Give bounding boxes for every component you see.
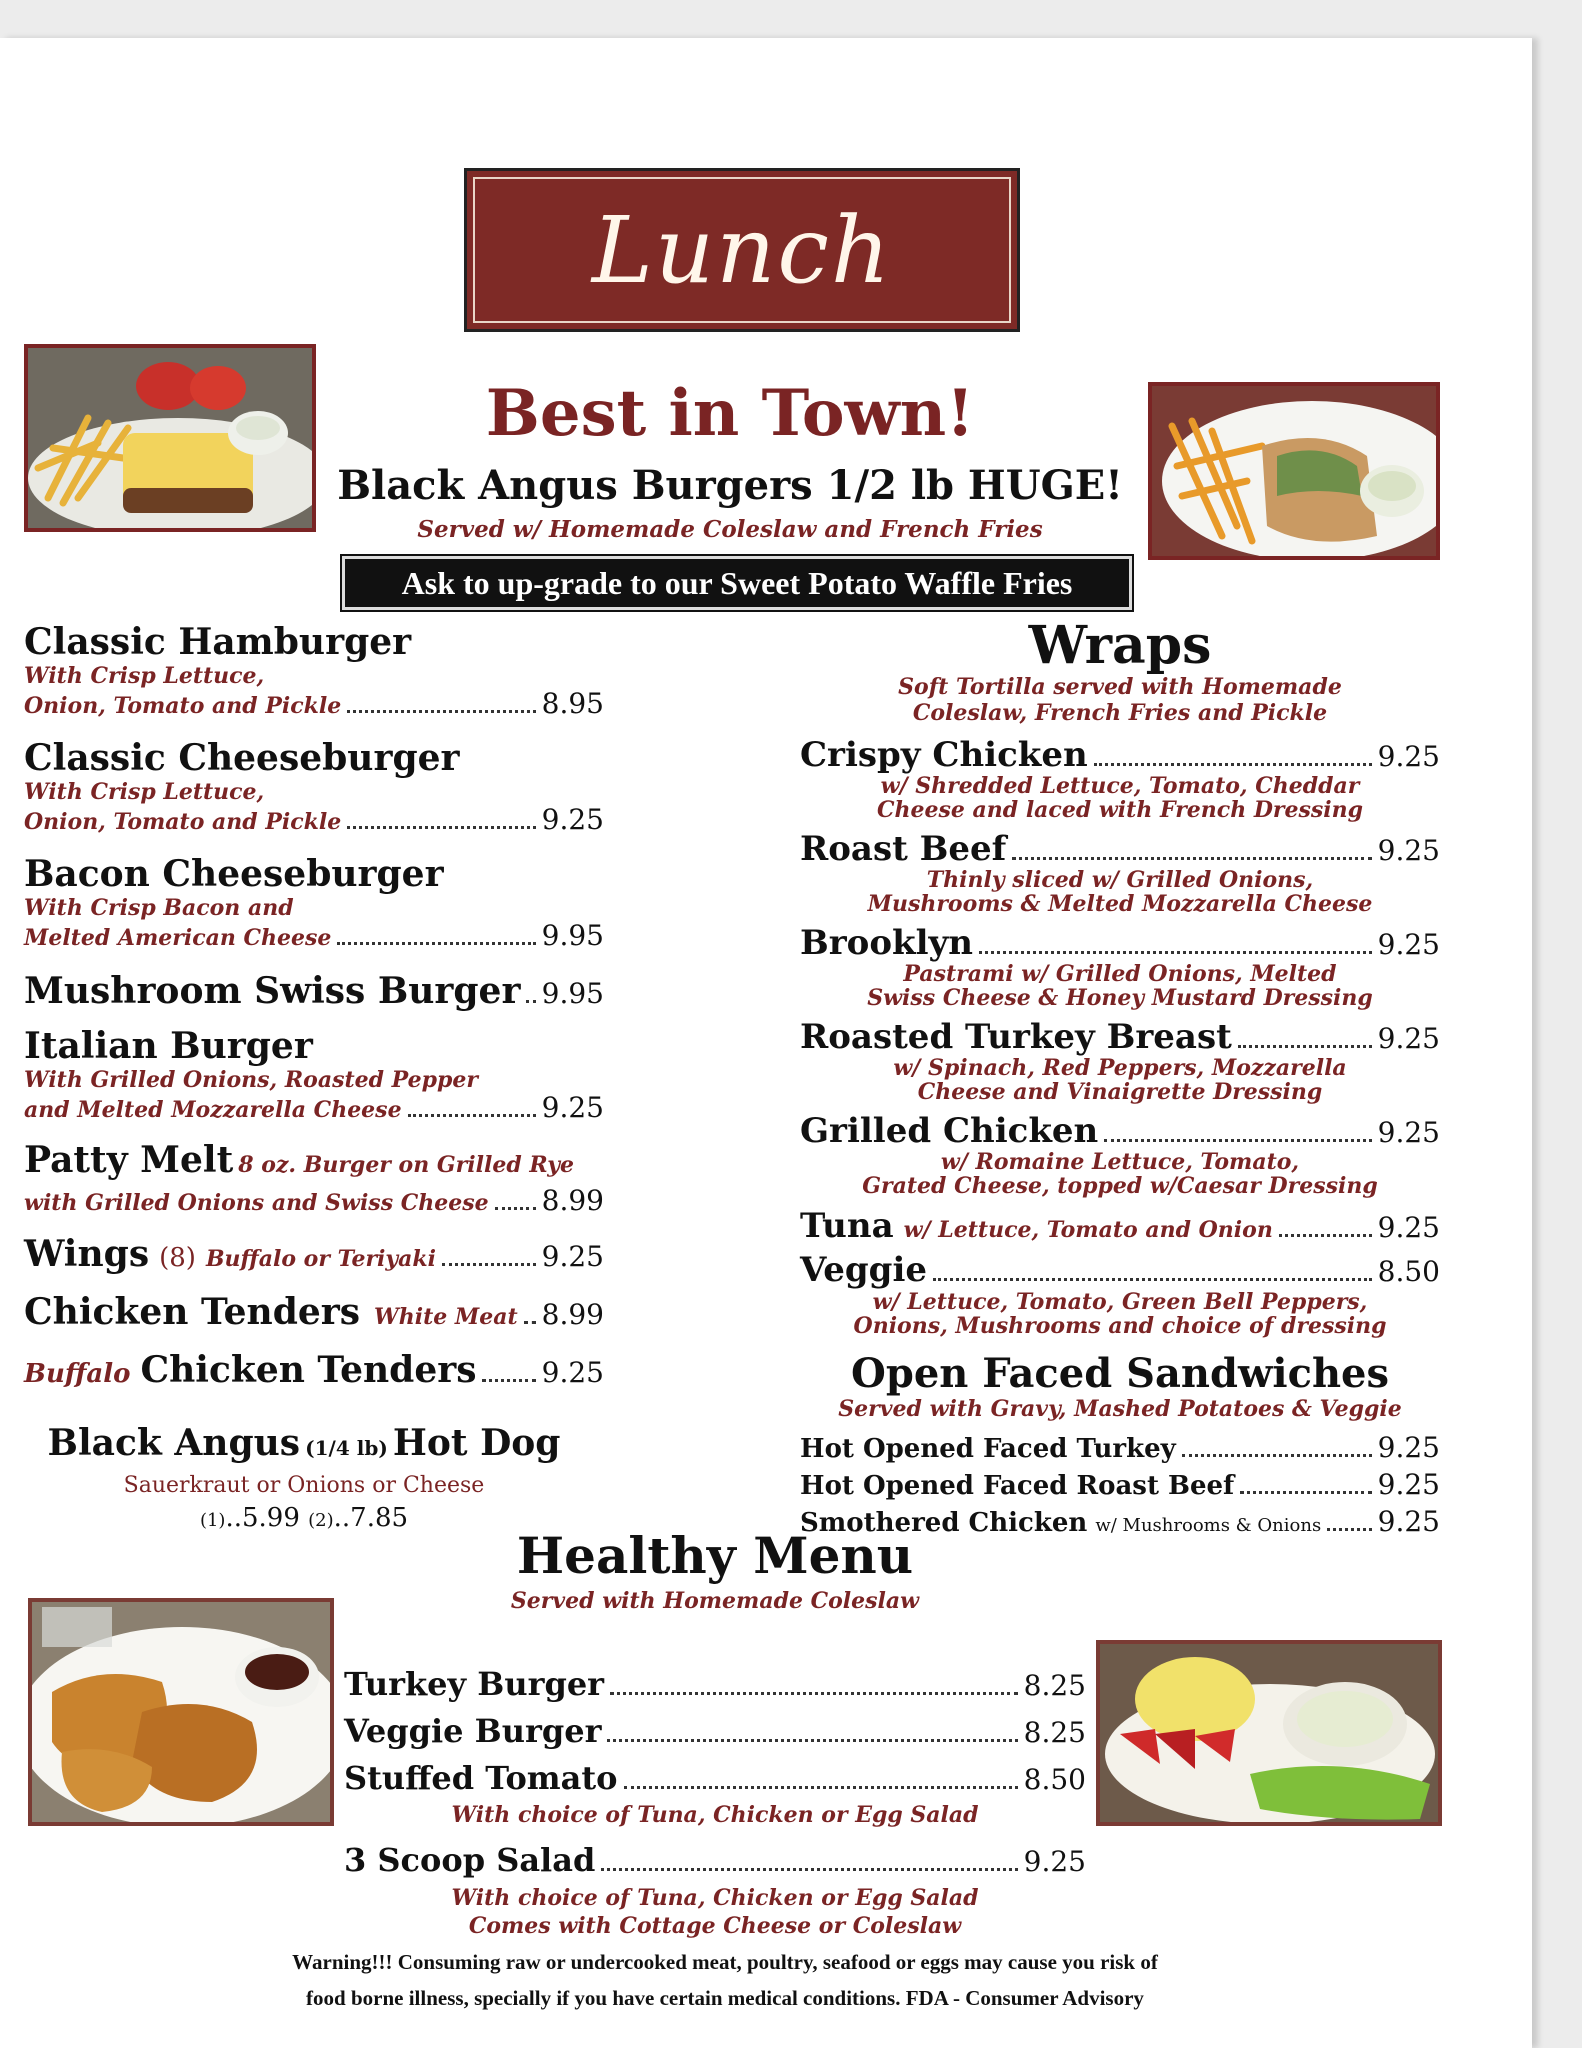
menu-item-bacon-cheeseburger	[24, 854, 604, 952]
menu-item-wings	[24, 1233, 604, 1275]
served-with-note: Served w/ Homemade Coleslaw and French Fries	[417, 516, 1043, 543]
item-desc: and Melted Mozzarella Cheese	[24, 1097, 402, 1123]
item-name: Hot Opened Faced Turkey	[800, 1434, 1176, 1464]
item-desc: with Grilled Onions and Swiss Cheese	[24, 1190, 489, 1216]
item-name: Italian Burger	[24, 1025, 313, 1067]
item-price: 9.25	[1377, 1431, 1440, 1464]
item-price: 8.50	[1023, 1763, 1086, 1796]
item-name: Patty Melt	[24, 1139, 234, 1181]
item-desc: w/ Lettuce, Tomato, Green Bell Peppers,	[872, 1289, 1368, 1315]
item-name: Chicken Tenders	[140, 1349, 477, 1391]
menu-item-patty-melt	[24, 1140, 604, 1217]
dot-leader	[979, 951, 1372, 954]
menu-item-mushroom-swiss	[24, 970, 604, 1012]
chicken-tenders-photo	[28, 1598, 334, 1826]
item-desc: Comes with Cottage Cheese or Coleslaw	[468, 1913, 962, 1939]
dot-leader	[1240, 1491, 1371, 1494]
dot-leader	[610, 1692, 1018, 1695]
item-name: Brooklyn	[800, 923, 973, 963]
healthy-list	[344, 1662, 1086, 1940]
menu-item-wrap	[800, 736, 1440, 822]
menu-item-3-scoop-salad	[344, 1838, 1086, 1940]
menu-item-classic-hamburger	[24, 622, 604, 720]
item-weight: (1/4 lb)	[305, 1436, 388, 1460]
item-desc: With choice of Tuna, Chicken or Egg Salad	[451, 1802, 979, 1828]
item-name: Veggie Burger	[344, 1712, 602, 1750]
headline: Best in Town!	[485, 376, 975, 451]
item-desc: Grated Cheese, topped w/Caesar Dressing	[862, 1173, 1378, 1199]
item-desc: Onion, Tomato and Pickle	[24, 809, 342, 835]
item-price: 8.95	[541, 687, 604, 720]
item-note: w/ Mushrooms & Onions	[1095, 1515, 1322, 1536]
item-name: Hot Dog	[392, 1422, 561, 1464]
item-price: 9.25	[541, 1091, 604, 1124]
item-desc: Mushrooms & Melted Mozzarella Cheese	[867, 891, 1373, 917]
item-name: Tuna	[800, 1206, 894, 1246]
open-faced-title: Open Faced Sandwiches	[851, 1350, 1389, 1397]
item-name: Turkey Burger	[344, 1665, 605, 1703]
menu-item-buffalo-tenders	[24, 1349, 604, 1391]
dot-leader	[524, 1321, 536, 1324]
item-price: 9.25	[1377, 1468, 1440, 1501]
dot-leader	[601, 1868, 1017, 1871]
burger-photo	[24, 344, 316, 532]
upgrade-text: Ask to up-grade to our Sweet Potato Waffle Fries	[401, 564, 1073, 601]
dot-leader	[607, 1739, 1017, 1742]
dot-leader	[1327, 1528, 1371, 1531]
item-name: Smothered Chicken	[800, 1508, 1088, 1538]
item-name: Veggie	[800, 1250, 927, 1290]
dot-leader	[337, 942, 535, 945]
item-name: Bacon Cheeseburger	[24, 853, 444, 895]
item-price: 9.95	[541, 977, 604, 1010]
item-price: 9.95	[541, 919, 604, 952]
item-price: 9.25	[1377, 834, 1440, 867]
dot-leader	[1012, 857, 1371, 860]
item-desc: Sauerkraut or Onions or Cheese	[123, 1473, 485, 1498]
menu-page	[0, 38, 1532, 2048]
item-name: Grilled Chicken	[800, 1111, 1099, 1151]
item-desc: Melted American Cheese	[24, 925, 332, 951]
item-desc: w/ Lettuce, Tomato and Onion	[903, 1217, 1273, 1243]
dot-leader	[442, 1263, 536, 1266]
item-price: 9.25	[1377, 1116, 1440, 1149]
warning-notice	[150, 1944, 1300, 2016]
dot-leader	[408, 1114, 536, 1117]
menu-item-turkey-burger	[344, 1662, 1086, 1708]
menu-item-hot-dog	[24, 1421, 584, 1539]
item-desc: With Crisp Lettuce,	[24, 779, 265, 805]
menu-item-open-roast-beef	[800, 1467, 1440, 1504]
lunch-banner	[464, 168, 1020, 332]
item-price: 8.99	[541, 1298, 604, 1331]
item-name: Chicken Tenders	[24, 1291, 361, 1333]
item-price: 9.25	[541, 1356, 604, 1389]
dot-leader	[347, 710, 535, 713]
dot-leader	[624, 1786, 1018, 1789]
item-price: 8.25	[1023, 1669, 1086, 1702]
dot-leader	[1104, 1139, 1371, 1142]
item-desc: With Crisp Lettuce,	[24, 663, 265, 689]
dot-leader	[347, 826, 535, 829]
warning-line: Warning!!! Consuming raw or undercooked meat, poultry, seafood or eggs may cause you risk of	[292, 1950, 1158, 1974]
menu-item-wrap	[800, 1112, 1440, 1198]
subheadline: Black Angus Burgers 1/2 lb HUGE!	[337, 462, 1123, 509]
item-price: 8.99	[541, 1184, 604, 1217]
dot-leader	[526, 1000, 535, 1003]
item-desc: 8 oz. Burger on Grilled Rye	[238, 1152, 575, 1178]
item-name: Black Angus	[47, 1422, 301, 1464]
dot-leader	[1238, 1045, 1372, 1048]
menu-item-italian-burger	[24, 1026, 604, 1124]
item-name: Stuffed Tomato	[344, 1759, 618, 1797]
item-desc: w/ Spinach, Red Peppers, Mozzarella	[893, 1055, 1347, 1081]
qty-label: (2)	[308, 1510, 334, 1531]
item-desc: Cheese and laced with French Dressing	[876, 797, 1364, 823]
menu-item-wrap	[800, 830, 1440, 916]
warning-line: food borne illness, specially if you have certain medical conditions. FDA - Consumer Advisory	[306, 1986, 1144, 2010]
item-desc: Cheese and Vinaigrette Dressing	[917, 1079, 1323, 1105]
item-desc: With Crisp Bacon and	[24, 895, 294, 921]
item-prefix: Buffalo	[24, 1359, 131, 1389]
menu-item-wrap	[800, 924, 1440, 1010]
item-price: 9.25	[1377, 1505, 1440, 1538]
item-desc: With choice of Tuna, Chicken or Egg Salad	[451, 1885, 979, 1911]
item-count: (8)	[159, 1243, 196, 1273]
banner-title: Lunch	[591, 196, 893, 304]
item-price: 9.25	[1377, 1022, 1440, 1055]
item-desc: With Grilled Onions, Roasted Pepper	[24, 1067, 478, 1093]
item-price: ..5.99	[225, 1503, 300, 1533]
dot-leader	[1094, 763, 1372, 766]
item-price: 9.25	[1377, 928, 1440, 961]
item-desc: Buffalo or Teriyaki	[205, 1246, 437, 1272]
item-price: 9.25	[1377, 740, 1440, 773]
healthy-title: Healthy Menu	[516, 1526, 914, 1585]
wraps-section	[800, 615, 1440, 1544]
item-desc: w/ Romaine Lettuce, Tomato,	[940, 1149, 1300, 1175]
burgers-section	[24, 586, 604, 1539]
menu-item-veggie-burger	[344, 1708, 1086, 1756]
item-desc: Thinly sliced w/ Grilled Onions,	[926, 867, 1314, 893]
item-price: 9.25	[1377, 1211, 1440, 1244]
item-desc: w/ Shredded Lettuce, Tomato, Cheddar	[880, 773, 1360, 799]
menu-item-tuna	[800, 1206, 1440, 1246]
menu-item-chicken-tenders	[24, 1291, 604, 1333]
item-name: Hot Opened Faced Roast Beef	[800, 1471, 1235, 1501]
dot-leader	[1182, 1454, 1372, 1457]
salad-photo	[1096, 1640, 1442, 1826]
item-name: Classic Hamburger	[24, 621, 412, 663]
wraps-subtitle: Coleslaw, French Fries and Pickle	[912, 700, 1328, 726]
dot-leader	[1279, 1234, 1372, 1237]
wraps-subtitle: Soft Tortilla served with Homemade	[898, 674, 1342, 700]
dot-leader	[482, 1379, 535, 1382]
item-price: 8.25	[1023, 1716, 1086, 1749]
menu-item-classic-cheeseburger	[24, 738, 604, 836]
healthy-subtitle: Served with Homemade Coleslaw	[510, 1588, 920, 1614]
item-price: 9.25	[541, 1240, 604, 1273]
open-faced-subtitle: Served with Gravy, Mashed Potatoes & Veggie	[838, 1396, 1402, 1422]
dot-leader	[495, 1207, 536, 1210]
menu-item-open-turkey	[800, 1430, 1440, 1467]
item-name: Wings	[24, 1233, 150, 1275]
item-name: Roasted Turkey Breast	[800, 1017, 1232, 1057]
qty-label: (1)	[199, 1510, 226, 1531]
item-price: 9.25	[1023, 1845, 1086, 1878]
item-price: ..7.85	[333, 1503, 409, 1533]
dot-leader	[933, 1278, 1372, 1281]
wraps-title: Wraps	[1028, 615, 1212, 676]
item-desc: Swiss Cheese & Honey Mustard Dressing	[867, 985, 1373, 1011]
item-price: 9.25	[541, 803, 604, 836]
wraps-list	[800, 736, 1440, 1198]
item-desc: Onions, Mushrooms and choice of dressing	[853, 1313, 1387, 1339]
item-name: Mushroom Swiss Burger	[24, 970, 521, 1012]
item-name: 3 Scoop Salad	[344, 1841, 596, 1879]
item-desc: Onion, Tomato and Pickle	[24, 693, 342, 719]
item-name: Crispy Chicken	[800, 735, 1088, 775]
menu-item-wrap	[800, 1018, 1440, 1104]
item-name: Classic Cheeseburger	[24, 737, 460, 779]
item-desc: Pastrami w/ Grilled Onions, Melted	[903, 961, 1337, 987]
item-name: Roast Beef	[800, 829, 1007, 869]
menu-item-stuffed-tomato	[344, 1756, 1086, 1828]
item-desc: White Meat	[374, 1304, 518, 1330]
item-price: 8.50	[1377, 1255, 1440, 1288]
wrap-photo	[1148, 382, 1440, 560]
menu-item-veggie	[800, 1250, 1440, 1338]
